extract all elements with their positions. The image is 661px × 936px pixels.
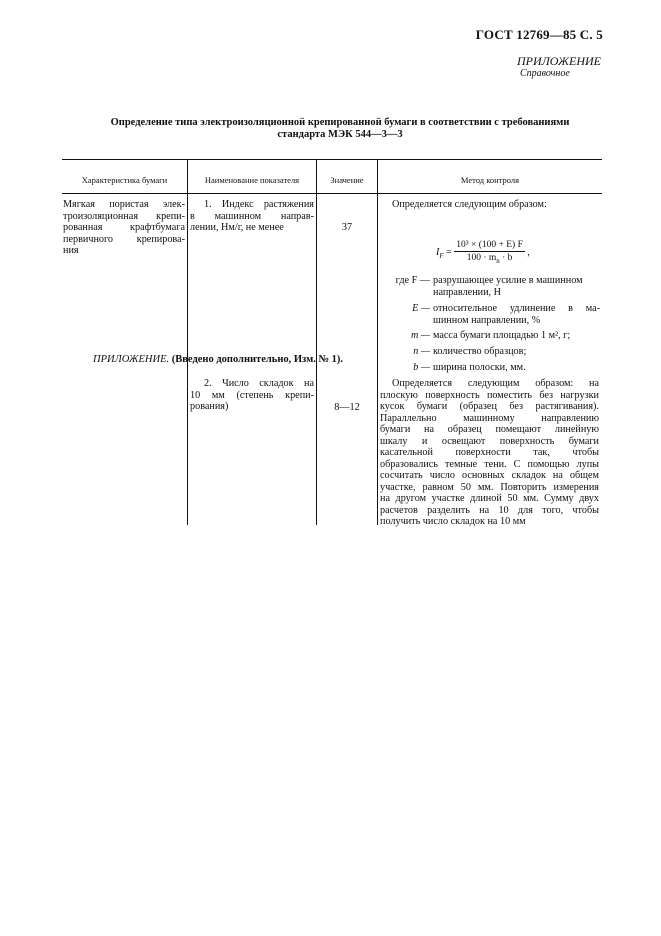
method-2 <box>380 378 599 528</box>
page-header: ГОСТ 12769—85 С. 5 <box>475 27 603 42</box>
col-divider-2 <box>316 159 317 525</box>
formula-numerator: 10³ × (100 + E) F <box>456 240 523 250</box>
formula-denominator-tail: · b <box>499 253 513 263</box>
legend-text: разрушающее усилие в машинном направлении, Н <box>433 275 583 298</box>
characteristic-line: Мягкая пористая элек- <box>63 199 185 210</box>
formula-fraction <box>454 240 525 265</box>
col-divider-1 <box>187 159 188 525</box>
tensile-index-formula <box>436 240 530 265</box>
formula-equals: = <box>446 246 455 258</box>
legend-text: относительное удлинение в ма- шинном направлении, % <box>433 303 600 326</box>
indicator-1 <box>190 199 314 234</box>
column-header-value: Значение <box>330 175 364 185</box>
legend-text: масса бумаги площадью 1 м², г; <box>433 330 571 341</box>
legend-symbol: n — <box>413 346 430 357</box>
legend-symbol: где F — <box>395 275 430 286</box>
legend-symbol: b — <box>413 362 430 373</box>
title-line-2: стандарта МЭК 544—3—3 <box>277 129 403 140</box>
method-line: участке, равном 50 мм. Повторить измерения <box>380 481 599 493</box>
formula-denominator <box>454 252 525 265</box>
legend-text: количество образцов; <box>433 346 527 357</box>
legend-e <box>380 303 600 326</box>
characteristic-line: троизоляционная крепи- <box>63 210 185 222</box>
indicator-2 <box>190 378 314 413</box>
appendix-label: ПРИЛОЖЕНИЕ <box>517 54 601 68</box>
formula-lhs-sub: F <box>439 251 444 260</box>
characteristic-line: рованная крафтбумага <box>63 222 185 233</box>
footer-note <box>93 354 343 365</box>
legend-symbol: m — <box>411 330 430 341</box>
method-line: плоскую поверхность поместить без нагрузки <box>380 389 599 401</box>
method-line: бумаги на образец помещают линейную <box>380 424 599 435</box>
method-line: касательной поверхности так, чтобы <box>380 447 599 458</box>
method-line: Параллельно машинному направлению <box>380 412 599 424</box>
method-line: шкалу и освещают поверхность бумаги <box>380 435 599 447</box>
formula-lhs: I <box>436 246 440 258</box>
method-line: образовались темные тени. С помощью лупы <box>380 458 599 470</box>
col-divider-3 <box>377 159 378 525</box>
method-1-intro: Определяется следующим образом: <box>392 199 547 210</box>
characteristic-line: первичного крепирова- <box>63 233 185 245</box>
method-line: кусок бумаги (образец без растягивания). <box>380 401 599 412</box>
indicator-line: лении, Нм/г, не менее <box>190 222 284 233</box>
document-title <box>60 117 620 141</box>
legend-b <box>380 362 600 374</box>
formula-tail: , <box>527 246 530 258</box>
legend-n <box>380 346 600 358</box>
characteristic-line: ния <box>63 245 79 256</box>
legend-m <box>380 330 600 342</box>
paper-characteristic <box>63 199 185 257</box>
method-line: Определяется следующим образом: на <box>392 378 599 389</box>
value-2: 8—12 <box>334 402 360 413</box>
indicator-line: 10 мм (степень крепи- <box>190 389 314 401</box>
column-header-method: Метод контроля <box>460 175 520 185</box>
title-line-1: Определение типа электроизоляционной крепированной бумаги в соответствии с требованиями <box>110 117 570 128</box>
legend-text: ширина полоски, мм. <box>433 362 526 373</box>
formula-denominator-main: 100 · m <box>466 253 497 263</box>
column-header-characteristic: Характеристика бумаги <box>81 175 168 185</box>
indicator-line: в машинном направ- <box>190 210 314 222</box>
footer-italic: ПРИЛОЖЕНИЕ. <box>93 354 170 365</box>
value-1: 37 <box>341 222 353 233</box>
method-line: сосчитать число основных складок на общем <box>380 470 599 481</box>
table-top-rule <box>62 159 602 160</box>
method-line: получить число складок на 10 мм <box>380 516 526 527</box>
indicator-line: 2. Число складок на <box>204 378 314 389</box>
column-header-indicator: Наименование показателя <box>204 175 300 185</box>
method-line: на другом участке длиной 50 мм. Сумму двух <box>380 493 599 504</box>
indicator-line: 1. Индекс растяжения <box>204 199 314 210</box>
legend-symbol: E — <box>412 303 430 314</box>
method-line: расчетов разделить на 10 для того, чтобы <box>380 504 599 516</box>
formula-denominator-sub: n <box>496 256 500 265</box>
table-header-rule <box>62 193 602 194</box>
appendix-type: Справочное <box>520 68 570 79</box>
footer-bold: (Введено дополнительно, Изм. № 1). <box>169 354 344 365</box>
legend-f <box>380 275 600 298</box>
indicator-line: рования) <box>190 401 229 412</box>
